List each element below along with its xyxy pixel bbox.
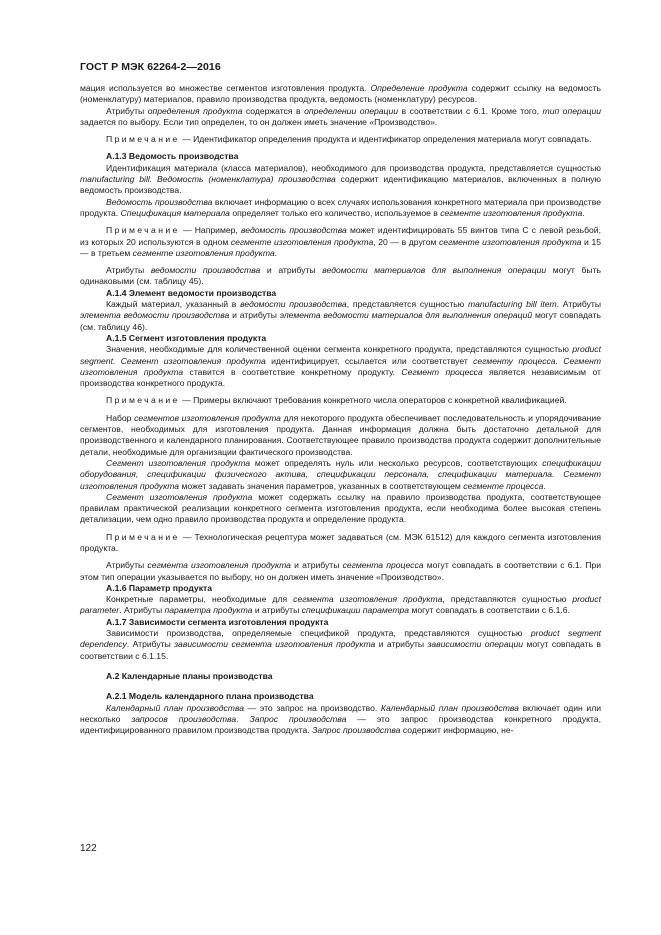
text-run: Набор (106, 412, 135, 423)
paragraph (80, 83, 601, 106)
paragraph (80, 628, 601, 662)
italic-term: сегмента изготовления продукта (147, 560, 291, 571)
italic-term: ведомости материалов для выполнения операции (322, 265, 547, 276)
italic-term: Определение продукта (370, 83, 468, 93)
italic-term: элемента ведомости производства (80, 310, 230, 321)
note-label: Примечание (106, 134, 180, 145)
page-number: 122 (80, 843, 97, 854)
italic-term: сегментов изготовления продукта (134, 412, 281, 423)
text-run: А.1.6 Параметр продукта (106, 582, 212, 593)
italic-term: Календарный план производства (380, 702, 519, 713)
text-run: могут совпадать (см. таблицу 46). (80, 310, 601, 332)
text-run: . (236, 713, 250, 724)
text-run: содержит ссылку на ведомость (номенклатуру) материалов, правило производства продукта, ведомость (номенклатуру) ресурсов. (80, 83, 602, 105)
italic-term: product parameter (80, 594, 601, 616)
paragraph (80, 395, 601, 406)
text-run: . (582, 207, 585, 218)
italic-term: тип операции (542, 105, 602, 116)
paragraph (80, 163, 601, 197)
italic-term: ведомости производства (150, 265, 261, 276)
italic-term: product segment. Сегмент изготовления продукта (80, 344, 601, 366)
text-run: . Атрибуты (556, 299, 601, 310)
text-run: ставится в соответствие конкретному продукту. (183, 366, 402, 377)
paragraph (80, 703, 601, 737)
text-run: определяет только его количество, используемое в (229, 207, 441, 218)
section-heading (80, 288, 601, 299)
text-run: могут совпадать в соответствии с 6.1. При этом тип операции указывается по выбору, но он должен иметь значение «Производство». (80, 560, 602, 582)
text-run: — Идентификатор определения продукта и идентификатор определения материала могут совпадать. (179, 134, 592, 145)
paragraph (80, 492, 601, 526)
italic-term: зависимости сегмента изготовления продукта (174, 639, 376, 650)
text-run: включает информацию о всех случаях использования конкретного материала при производстве продукта. (80, 196, 601, 218)
text-run: . (543, 480, 546, 491)
text-run: Атрибуты (106, 560, 148, 571)
paragraph (80, 560, 601, 583)
note-label: Примечание (106, 531, 180, 542)
document-body (80, 83, 601, 736)
text-run: Идентификация материала (класса материалов), необходимого для производства продукта, представляется сущностью (106, 162, 601, 173)
text-run: Атрибуты (106, 105, 148, 116)
italic-term: параметра продукта (164, 605, 253, 616)
text-run: — Примеры включают требования конкретного числа операторов с конкретной квалификацией. (179, 395, 567, 406)
italic-term: элемента ведомости материалов для выполнения операций (279, 310, 533, 321)
text-run: Значения, необходимые для количественной оценки сегмента конкретного продукта, представляются сущностью (106, 344, 573, 355)
italic-term: product segment dependency (80, 628, 601, 650)
text-run: , 20 — в другом (373, 236, 439, 247)
text-run: в соответствии с 6.1. Кроме того, (398, 105, 543, 116)
text-run: и атрибуты (260, 265, 323, 276)
section-heading (80, 333, 601, 344)
text-run: Атрибуты (106, 265, 151, 276)
text-run: и атрибуты (229, 310, 280, 321)
text-run: содержит информацию, не- (400, 725, 514, 736)
text-run: и атрибуты (290, 560, 343, 571)
italic-term: Календарный план производства (106, 702, 245, 713)
section-heading (80, 691, 601, 702)
italic-term: сегменте процесса (463, 480, 544, 491)
text-run: . Атрибуты (126, 639, 175, 650)
paragraph (80, 344, 601, 389)
text-run: Зависимости производства, определяемые спецификой продукта, представляются сущностью (106, 628, 531, 639)
text-run: Каждый материал, указанный в (106, 299, 241, 310)
italic-term: спецификации параметра (301, 605, 410, 616)
text-run: — это запрос на производство. (244, 702, 381, 713)
text-run: А.1.5 Сегмент изготовления продукта (106, 332, 267, 343)
italic-term: сегменте изготовления продукта (440, 207, 583, 218)
paragraph (80, 134, 601, 145)
paragraph (80, 197, 601, 220)
text-run: А.1.4 Элемент ведомости производства (106, 287, 277, 298)
italic-term: Сегмент изготовления продукта (106, 491, 253, 502)
text-run: Конкретные параметры, необходимые для (106, 594, 294, 605)
italic-term: сегменте изготовления продукта (439, 236, 582, 247)
italic-term: сегменте изготовления продукта (230, 236, 374, 247)
running-header: ГОСТ Р МЭК 62264-2—2016 (80, 61, 221, 73)
text-run: и атрибуты (375, 639, 428, 650)
paragraph (80, 594, 601, 617)
italic-term: зависимости операции (427, 639, 524, 650)
italic-term: сегменту процесса. Сегмент изготовления продукта (80, 355, 601, 377)
text-run: является независимым от производства конкретного продукта. (80, 366, 601, 389)
text-run: может содержать ссылку на правило производства продукта, соответствующее правилам практической реализации конкретного сегмента изготовления продукта, если необходима более высокая степень детализации, чем одно правило производства продукта и определение продукта. (80, 491, 601, 525)
italic-term: Сегмент процесса (401, 366, 483, 377)
text-run: для некоторого продукта обеспечивает последовательность и упорядочивание сегментов, необходимых для изготовления продукта. Данная информация должна быть достаточно детальной для производственного и календарного планирования. Соответствующее правило производства продукта содержит дополнительные детали, необходимые для организации фактического производства. (80, 412, 602, 457)
text-run: . (274, 247, 278, 258)
section-heading (80, 671, 601, 682)
text-run: содержатся в (242, 105, 305, 116)
section-heading (80, 151, 601, 162)
italic-term: сегмента изготовления продукта (293, 594, 443, 605)
italic-term: ведомость производства (241, 225, 347, 236)
text-run: А.1.3 Ведомость производства (106, 151, 239, 162)
text-run: и атрибуты (252, 605, 302, 616)
note-label: Примечание (106, 395, 180, 406)
text-run: мация используется во множестве сегментов изготовления продукта. (80, 83, 371, 93)
italic-term: Запрос производства (312, 725, 401, 736)
italic-term: спецификации оборудования, спецификации физического актива, спецификации персонала, спецификации материала. Сегмент изготовления продукта (80, 457, 601, 491)
italic-term: Сегмент изготовления продукта (106, 457, 251, 468)
text-run: А.1.7 Зависимости сегмента изготовления продукта (106, 616, 329, 627)
text-run: А.2 Календарные планы производства (106, 670, 273, 681)
text-run: и 15 — в третьем (80, 236, 602, 258)
section-heading (80, 583, 601, 594)
italic-term: Запрос производства (249, 713, 347, 724)
text-run: содержит идентификацию материалов, включенных в полную ведомость производства. (80, 174, 601, 196)
text-run: могут быть одинаковыми (см. таблицу 45). (80, 265, 601, 287)
text-run: идентифицирует, ссылается или соответствует (265, 355, 474, 366)
text-run: могут совпадать в соответствии с 6.1.15. (80, 639, 601, 661)
text-run: может задавать значения параметров, указанных в соответствующем (179, 480, 464, 491)
italic-term: ведомости производства (240, 299, 347, 310)
text-run: — это запрос производства конкретного продукта, идентифицированного правилом производства продукта. (80, 713, 601, 736)
paragraph (80, 458, 601, 492)
paragraph (80, 532, 601, 555)
paragraph (80, 265, 601, 288)
text-run: — Например, (179, 225, 241, 236)
text-run: включает один или несколько (80, 702, 602, 724)
paragraph (80, 413, 601, 458)
italic-term: определении операции (304, 105, 399, 116)
paragraph (80, 106, 601, 129)
text-run: , представляются сущностью (442, 594, 573, 605)
paragraph (80, 299, 601, 333)
text-run: может определять нуль или несколько ресурсов, соответствующих (250, 457, 543, 468)
italic-term: Ведомость производства (106, 196, 213, 207)
note-label: Примечание (106, 225, 180, 236)
italic-term: Спецификация материала (120, 207, 230, 218)
text-run: — Технологическая рецептура может задаваться (см. МЭК 61512) для каждого сегмента изготовления продукта. (80, 531, 601, 553)
italic-term: manufacturing bill item (467, 299, 557, 310)
text-run: могут совпадать в соответствии с 6.1.6. (409, 605, 570, 616)
text-run: задается по выбору. Если тип определен, то он должен иметь значение «Производство». (80, 116, 438, 127)
text-run: , представляется сущностью (346, 299, 468, 310)
italic-term: сегмента процесса (342, 560, 424, 571)
text-run: может идентифицировать 55 винтов типа C с левой резьбой, из которых 20 используются в одном (80, 225, 601, 247)
italic-term: сегменте изготовления продукта (132, 247, 275, 258)
paragraph (80, 225, 601, 259)
italic-term: определения продукта (147, 105, 243, 116)
text-run: . Атрибуты (119, 605, 165, 616)
italic-term: запросов производства (131, 713, 237, 724)
section-heading (80, 617, 601, 628)
italic-term: manufacturing bill. Ведомость (номенклатура) производства (80, 174, 336, 185)
text-run: А.2.1 Модель календарного плана производства (106, 691, 314, 702)
